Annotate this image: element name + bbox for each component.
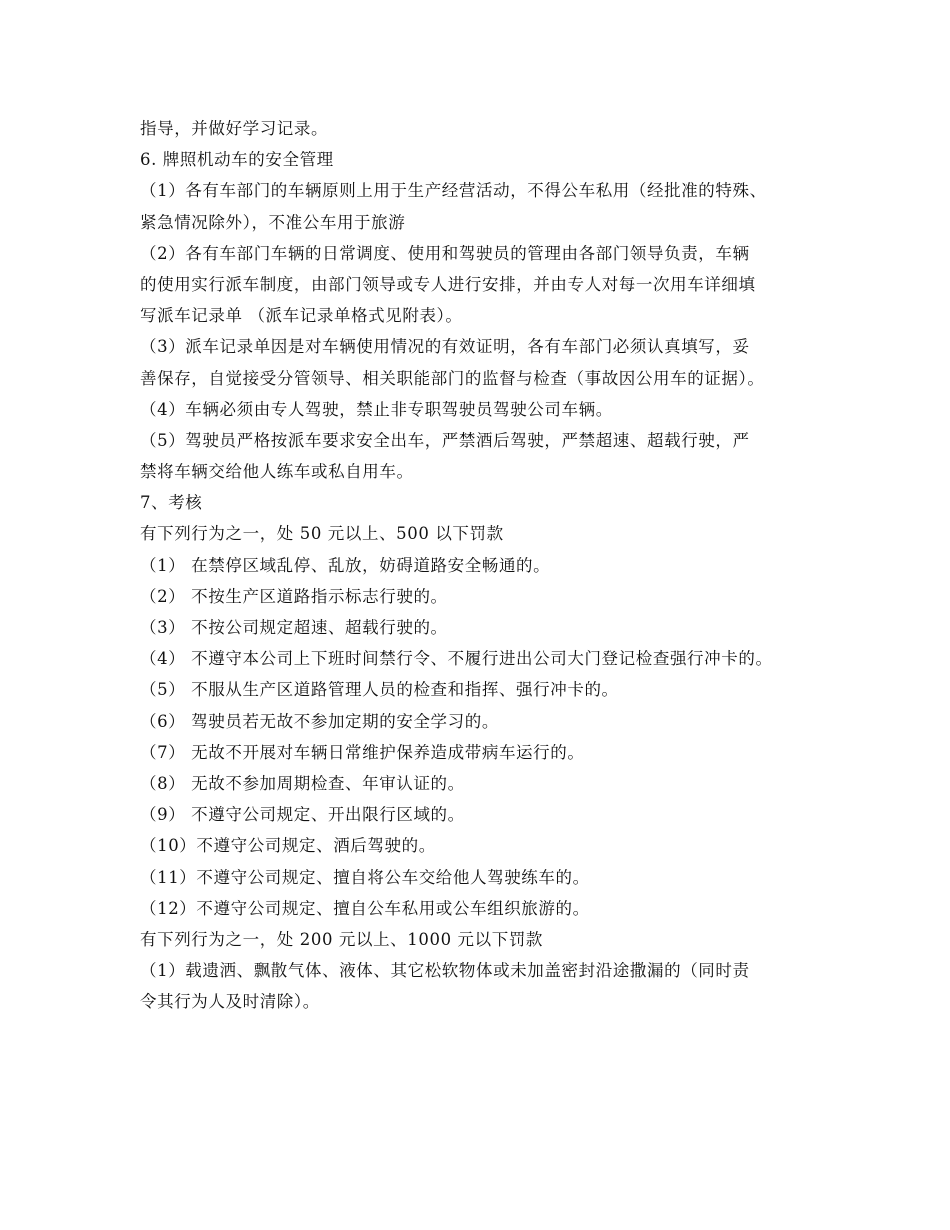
list-item: （6） 驾驶员若无故不参加定期的安全学习的。 (140, 711, 499, 731)
list-item: （9） 不遵守公司规定、开出限行区域的。 (140, 805, 465, 825)
list-item: （11）不遵守公司规定、擅自将公车交给他人驾驶练车的。 (140, 867, 590, 887)
text-line: （3）派车记录单因是对车辆使用情况的有效证明，各有车部门必须认真填写，妥 (140, 337, 750, 357)
list-item: （4） 不遵守本公司上下班时间禁行令、不履行进出公司大门登记检查强行冲卡的。 (140, 649, 773, 669)
list-item: （3） 不按公司规定超速、超载行驶的。 (140, 618, 448, 637)
penalty-heading: 有下列行为之一，处 50 元以上、500 以下罚款 (140, 524, 504, 544)
text-line: （4）车辆必须由专人驾驶，禁止非专职驾驶员驾驶公司车辆。 (140, 399, 613, 419)
text-line: 禁将车辆交给他人练车或私自用车。 (140, 462, 414, 482)
list-item: （1） 在禁停区域乱停、乱放，妨碍道路安全畅通的。 (140, 555, 551, 575)
text-line: 指导，并做好学习记录。 (140, 119, 329, 138)
list-item: （5） 不服从生产区道路管理人员的检查和指挥、强行冲卡的。 (140, 680, 619, 700)
section-heading: 7、考核 (140, 493, 203, 513)
list-item: （1）载遗洒、飘散气体、液体、其它松软物体或未加盖密封沿途撒漏的（同时责 (140, 961, 750, 981)
text-line: 写派车记录单 （派车记录单格式见附表）。 (140, 306, 463, 326)
text-line: （2）各有车部门车辆的日常调度、使用和驾驶员的管理由各部门领导负责，车辆 (140, 243, 750, 263)
text-line: （5）驾驶员严格按派车要求安全出车，严禁酒后驾驶，严禁超速、超载行驶，严 (140, 430, 750, 450)
section-heading: 6. 牌照机动车的安全管理 (140, 150, 334, 170)
list-item: （7） 无故不开展对车辆日常维护保养造成带病车运行的。 (140, 742, 585, 762)
text-line: （1）各有车部门的车辆原则上用于生产经营活动，不得公车私用（经批准的特殊、 (140, 181, 767, 201)
list-item: （12）不遵守公司规定、擅自公车私用或公车组织旅游的。 (140, 898, 590, 918)
document-body (140, 113, 830, 1017)
list-item: （10）不遵守公司规定、酒后驾驶的。 (140, 836, 436, 856)
text-line: 紧急情况除外），不准公车用于旅游 (140, 212, 406, 232)
penalty-heading: 有下列行为之一，处 200 元以上、1000 元以下罚款 (140, 929, 544, 949)
text-line: 的使用实行派车制度，由部门领导或专人进行安排，并由专人对每一次用车详细填 (140, 274, 756, 294)
text-line: 令其行为人及时清除）。 (140, 992, 320, 1012)
list-item: （8） 无故不参加周期检查、年审认证的。 (140, 773, 465, 793)
text-line: 善保存，自觉接受分管领导、相关职能部门的监督与检查（事故因公用车的证据）。 (140, 368, 765, 388)
list-item: （2） 不按生产区道路指示标志行驶的。 (140, 586, 448, 606)
